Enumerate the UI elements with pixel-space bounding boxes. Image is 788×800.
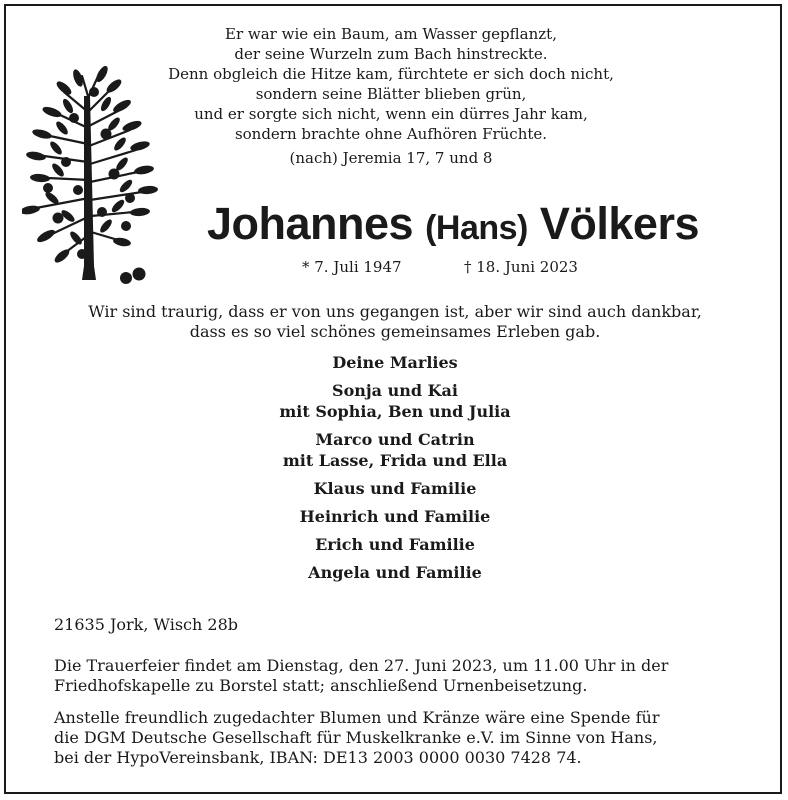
funeral-info	[54, 656, 754, 696]
nickname: (Hans)	[425, 209, 528, 247]
family-line: Heinrich und Familie	[299, 507, 491, 526]
family-group	[36, 506, 754, 527]
poem-source: (nach) Jeremia 17, 7 und 8	[289, 149, 493, 167]
family-group	[36, 534, 754, 555]
donation-line: Anstelle freundlich zugedachter Blumen und Kränze wäre eine Spende für	[54, 708, 660, 727]
birth-date: * 7. Juli 1947	[302, 258, 402, 276]
poem-line: Denn obgleich die Hitze kam, fürchtete er sich doch nicht,	[168, 65, 614, 83]
mourning-message	[36, 302, 754, 342]
obituary-notice	[4, 4, 782, 794]
first-name: Johannes	[207, 198, 414, 249]
apple-tree-icon	[22, 66, 162, 294]
family-line: Klaus und Familie	[313, 479, 477, 498]
family-line: Marco und Catrin	[315, 430, 475, 449]
donation-line: die DGM Deutsche Gesellschaft für Muskelkranke e.V. im Sinne von Hans,	[54, 728, 658, 747]
poem-line: sondern brachte ohne Aufhören Früchte.	[234, 125, 548, 143]
family-group	[36, 380, 754, 422]
last-name: Völkers	[539, 198, 699, 249]
poem-line: und er sorgte sich nicht, wenn ein dürres Jahr kam,	[194, 105, 588, 123]
donation-line: bei der HypoVereinsbank, IBAN: DE13 2003 0000 0030 7428 74.	[54, 748, 582, 767]
donation-info	[54, 708, 754, 768]
poem-line: Er war wie ein Baum, am Wasser gepflanzt,	[225, 25, 557, 43]
poem-block	[156, 24, 626, 168]
family-line: Angela und Familie	[308, 563, 482, 582]
poem-line: sondern seine Blätter blieben grün,	[255, 85, 527, 103]
family-group	[36, 562, 754, 583]
funeral-line: Friedhofskapelle zu Borstel statt; anschließend Urnenbeisetzung.	[54, 676, 588, 695]
address: 21635 Jork, Wisch 28b	[54, 615, 238, 634]
family-line: mit Lasse, Frida und Ella	[282, 451, 508, 470]
family-line: mit Sophia, Ben und Julia	[279, 402, 511, 421]
funeral-line: Die Trauerfeier findet am Dienstag, den 27. Juni 2023, um 11.00 Uhr in der	[54, 656, 669, 675]
family-group	[36, 478, 754, 499]
deceased-name	[158, 194, 748, 258]
family-line: Erich und Familie	[315, 535, 475, 554]
family-list	[36, 352, 754, 590]
message-line: dass es so viel schönes gemeinsames Erleben gab.	[189, 322, 601, 341]
message-line: Wir sind traurig, dass er von uns gegangen ist, aber wir sind auch dankbar,	[88, 302, 702, 321]
family-group	[36, 429, 754, 471]
family-line: Deine Marlies	[332, 353, 458, 372]
death-date: † 18. Juni 2023	[464, 258, 578, 276]
poem-line: der seine Wurzeln zum Bach hinstreckte.	[234, 45, 548, 63]
family-group	[36, 352, 754, 373]
family-line: Sonja und Kai	[332, 381, 458, 400]
